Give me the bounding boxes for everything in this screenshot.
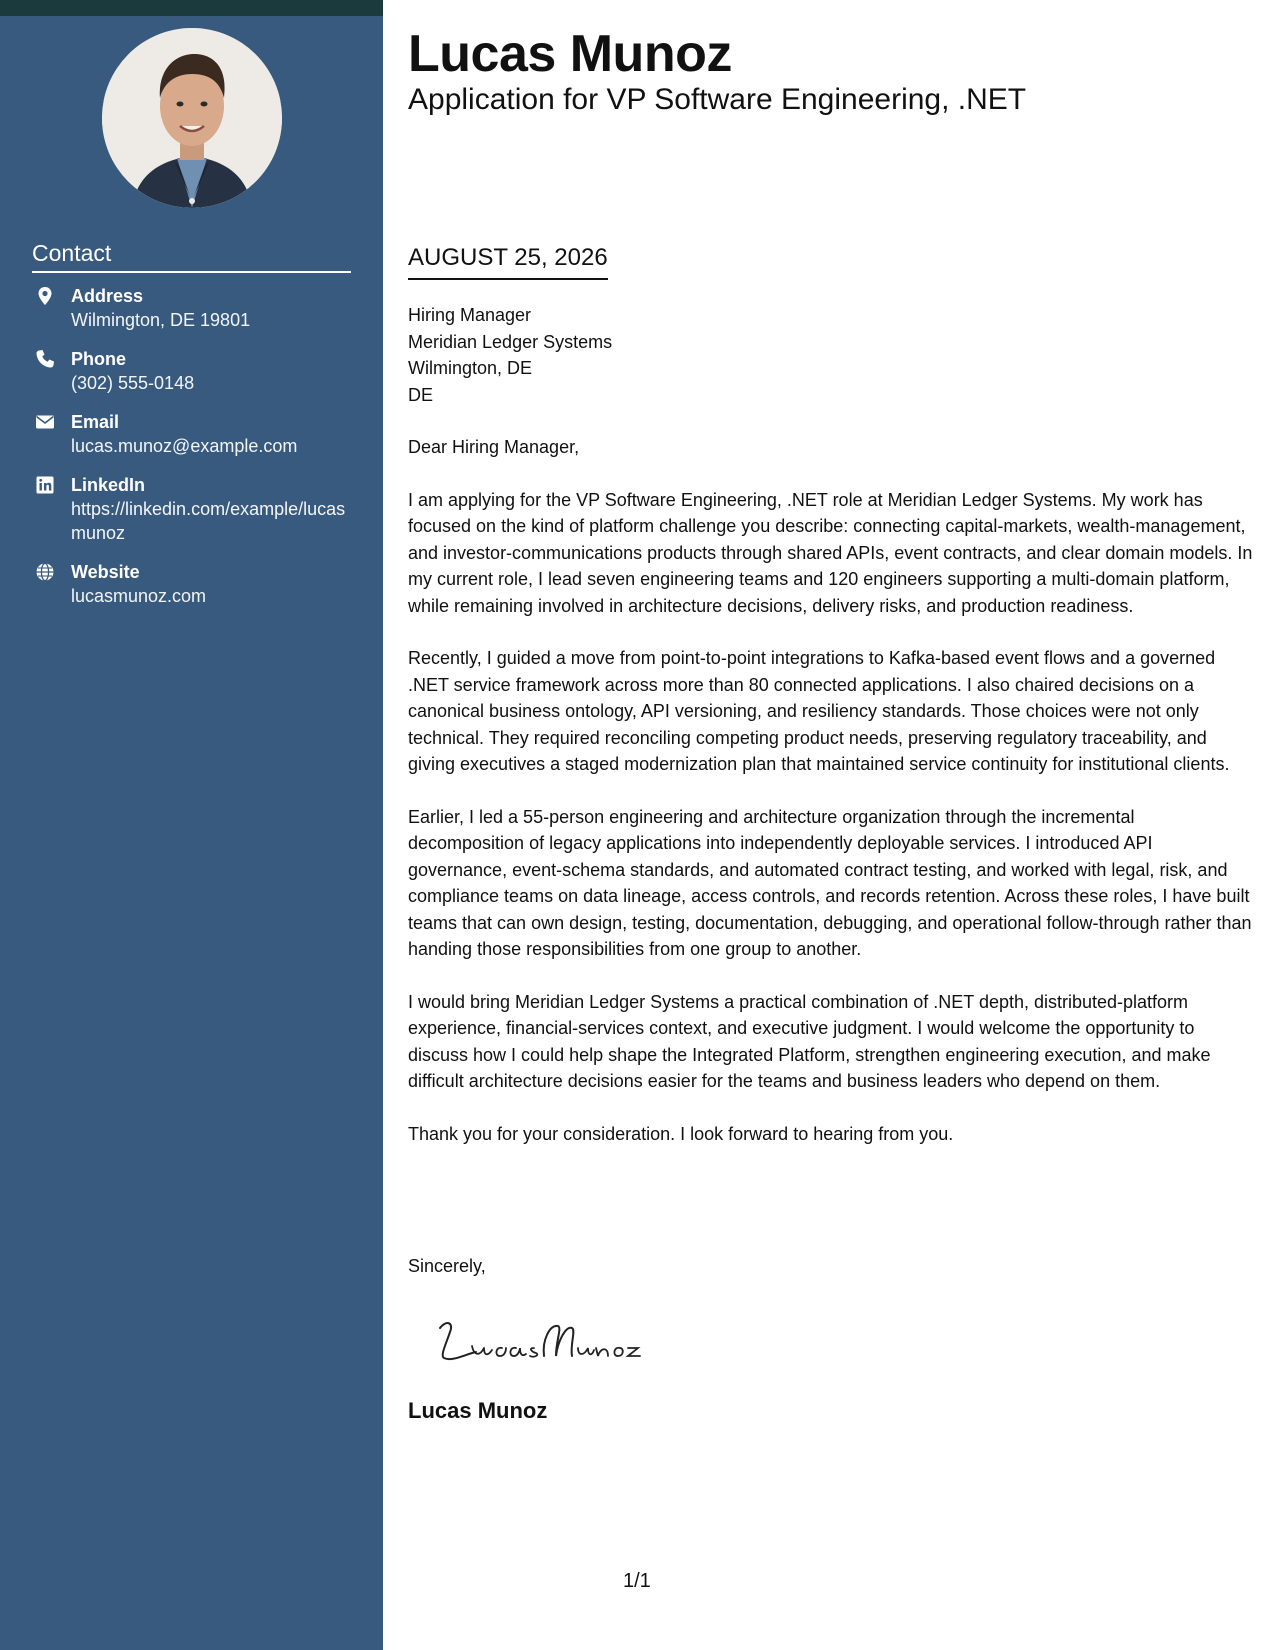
contact-address — [32, 284, 352, 332]
globe-icon — [35, 562, 55, 582]
envelope-icon — [35, 412, 55, 432]
contact-label: Address — [71, 286, 144, 306]
contact-website — [32, 560, 352, 608]
sidebar — [0, 0, 383, 1650]
contact-heading: Contact — [32, 240, 351, 273]
letter-body — [408, 434, 1253, 1173]
contact-list — [32, 284, 352, 623]
recipient-line: DE — [408, 384, 434, 405]
contact-label: Website — [71, 562, 140, 582]
profile-photo — [102, 28, 282, 208]
contact-value[interactable]: lucas.munoz@example.com — [71, 436, 298, 456]
letter-date: AUGUST 25, 2026 — [408, 244, 608, 280]
phone-icon — [35, 349, 55, 369]
recipient-line: Meridian Ledger Systems — [408, 331, 613, 352]
body-paragraph: I would bring Meridian Ledger Systems a practical combination of .NET depth, distributed-platform experience, financial-services context, and executive judgment. I would welcome the opportunity to discuss how I could help shape the Integrated Platform, strengthen engineering execution, and make difficult architecture decisions easier for the teams and business leaders who depend on them. — [408, 991, 1211, 1091]
sidebar-top-bar — [0, 0, 383, 16]
signed-name: Lucas Munoz — [408, 1398, 548, 1423]
contact-phone — [32, 347, 352, 395]
closing: Sincerely, — [408, 1256, 486, 1276]
recipient-block — [408, 302, 612, 408]
page-number: 1/1 — [623, 1570, 651, 1592]
contact-value: Wilmington, DE 19801 — [71, 310, 251, 330]
contact-label: Phone — [71, 349, 127, 369]
linkedin-icon — [35, 475, 55, 495]
recipient-line: Hiring Manager — [408, 305, 532, 325]
body-paragraph: Earlier, I led a 55-person engineering and architecture organization through the incremental decomposition of legacy applications into independently deployable services. I introduced API governance, event-schema standards, and automated contract testing, and worked with legal, risk, and compliance teams on data lineage, access controls, and records retention. Across these roles, I have built teams that can own design, testing, documentation, debugging, and operational follow-through rather than handing those responsibilities from one group to another. — [408, 806, 1252, 959]
location-pin-icon — [35, 286, 55, 306]
applicant-name: Lucas Munoz — [408, 25, 732, 83]
handwritten-signature — [432, 1310, 652, 1370]
contact-label: LinkedIn — [71, 475, 146, 495]
contact-label: Email — [71, 412, 120, 432]
contact-value: (302) 555-0148 — [71, 373, 195, 393]
contact-linkedin — [32, 473, 352, 545]
body-paragraph: I am applying for the VP Software Engineering, .NET role at Meridian Ledger Systems. My work has focused on the kind of platform challenge you describe: connecting capital-markets, wealth-management, and investor-communications products through shared APIs, event contracts, and clear domain models. In my current role, I lead seven engineering teams and 120 engineers supporting a multi-domain platform, while remaining involved in architecture decisions, delivery risks, and production readiness. — [408, 489, 1253, 616]
body-paragraph: Recently, I guided a move from point-to-point integrations to Kafka-based event flows and a governed .NET service framework across more than 80 connected applications. I also chaired decisions on a canonical business ontology, API versioning, and resiliency standards. Those choices were not only technical. They required reconciling competing product needs, preserving regulatory traceability, and giving executives a staged modernization plan that maintained service continuity for institutional clients. — [408, 648, 1230, 774]
contact-value[interactable]: lucasmunoz.com — [71, 586, 207, 606]
contact-email — [32, 410, 352, 458]
body-paragraph: Thank you for your consideration. I look forward to hearing from you. — [408, 1123, 954, 1144]
salutation: Dear Hiring Manager, — [408, 437, 580, 457]
recipient-line: Wilmington, DE — [408, 358, 533, 378]
application-subtitle: Application for VP Software Engineering, .NET — [408, 83, 1027, 116]
contact-value[interactable]: https://linkedin.com/example/lucasmunoz — [71, 499, 346, 543]
